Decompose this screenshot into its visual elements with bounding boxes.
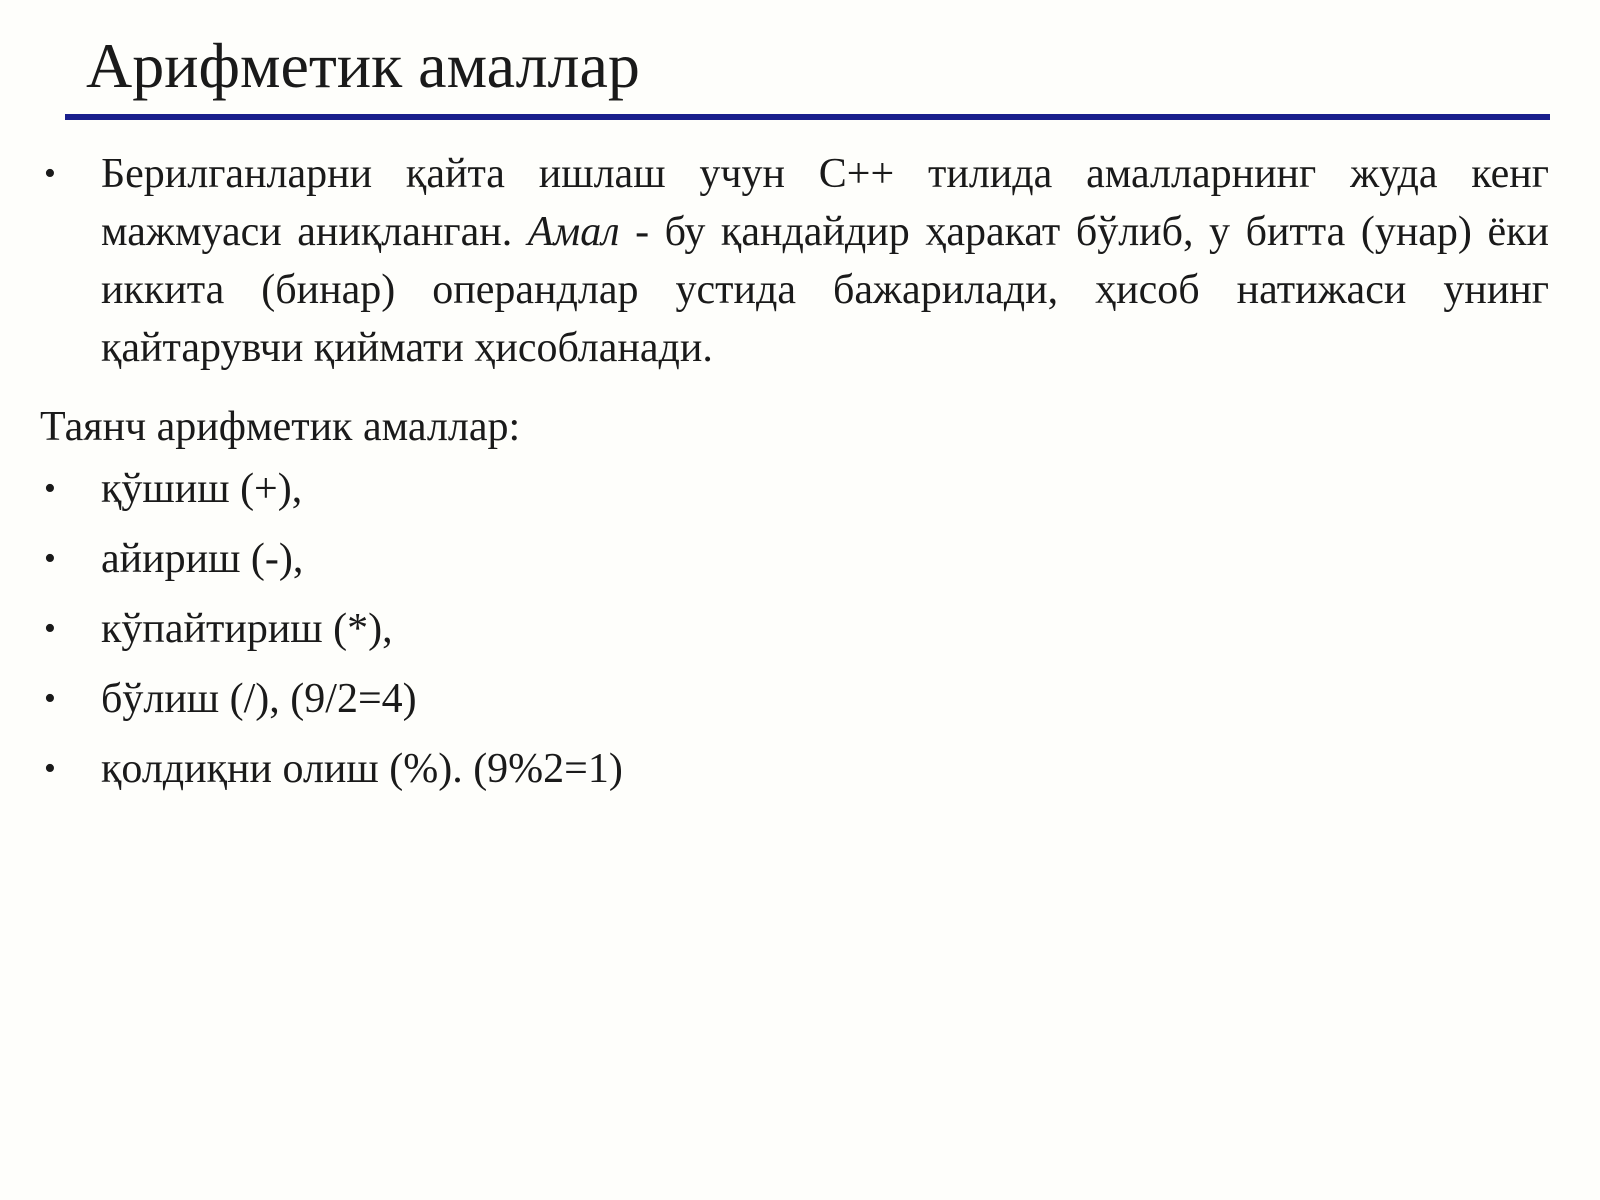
list-item-text: қолдиқни олиш (%). (9%2=1) — [101, 746, 623, 792]
title-underline — [65, 114, 1550, 120]
list-bullet: • — [44, 750, 56, 787]
intro-text-start: Берилганларни қайта ишлаш учун C++ тилида амалларнинг жуда кенг мажмуаси аниқланган. — [101, 151, 1549, 255]
list-item-text: кўпайтириш (*), — [101, 606, 393, 652]
list-bullet: • — [44, 470, 56, 507]
intro-text-end: - бу қандайдир ҳаракат бўлиб, у битта (унар) ёки иккита (бинар) операндлар устида бажарилади, ҳисоб натижаси унинг қайтарувчи қиймати ҳисобланади. — [101, 209, 1549, 371]
list-item-text: айириш (-), — [101, 536, 304, 582]
intro-italic-term: Амал — [527, 209, 620, 255]
list-item-text: қўшиш (+), — [101, 466, 303, 512]
list-bullet: • — [44, 680, 56, 717]
intro-bullet: • — [44, 155, 56, 192]
list-item-text: бўлиш (/), (9/2=4) — [101, 676, 417, 722]
slide-title: Арифметик амаллар — [86, 30, 640, 101]
list-bullet: • — [44, 540, 56, 577]
operations-heading: Таянч арифметик амаллар: — [40, 404, 521, 450]
intro-paragraph — [101, 145, 1549, 377]
list-bullet: • — [44, 610, 56, 647]
